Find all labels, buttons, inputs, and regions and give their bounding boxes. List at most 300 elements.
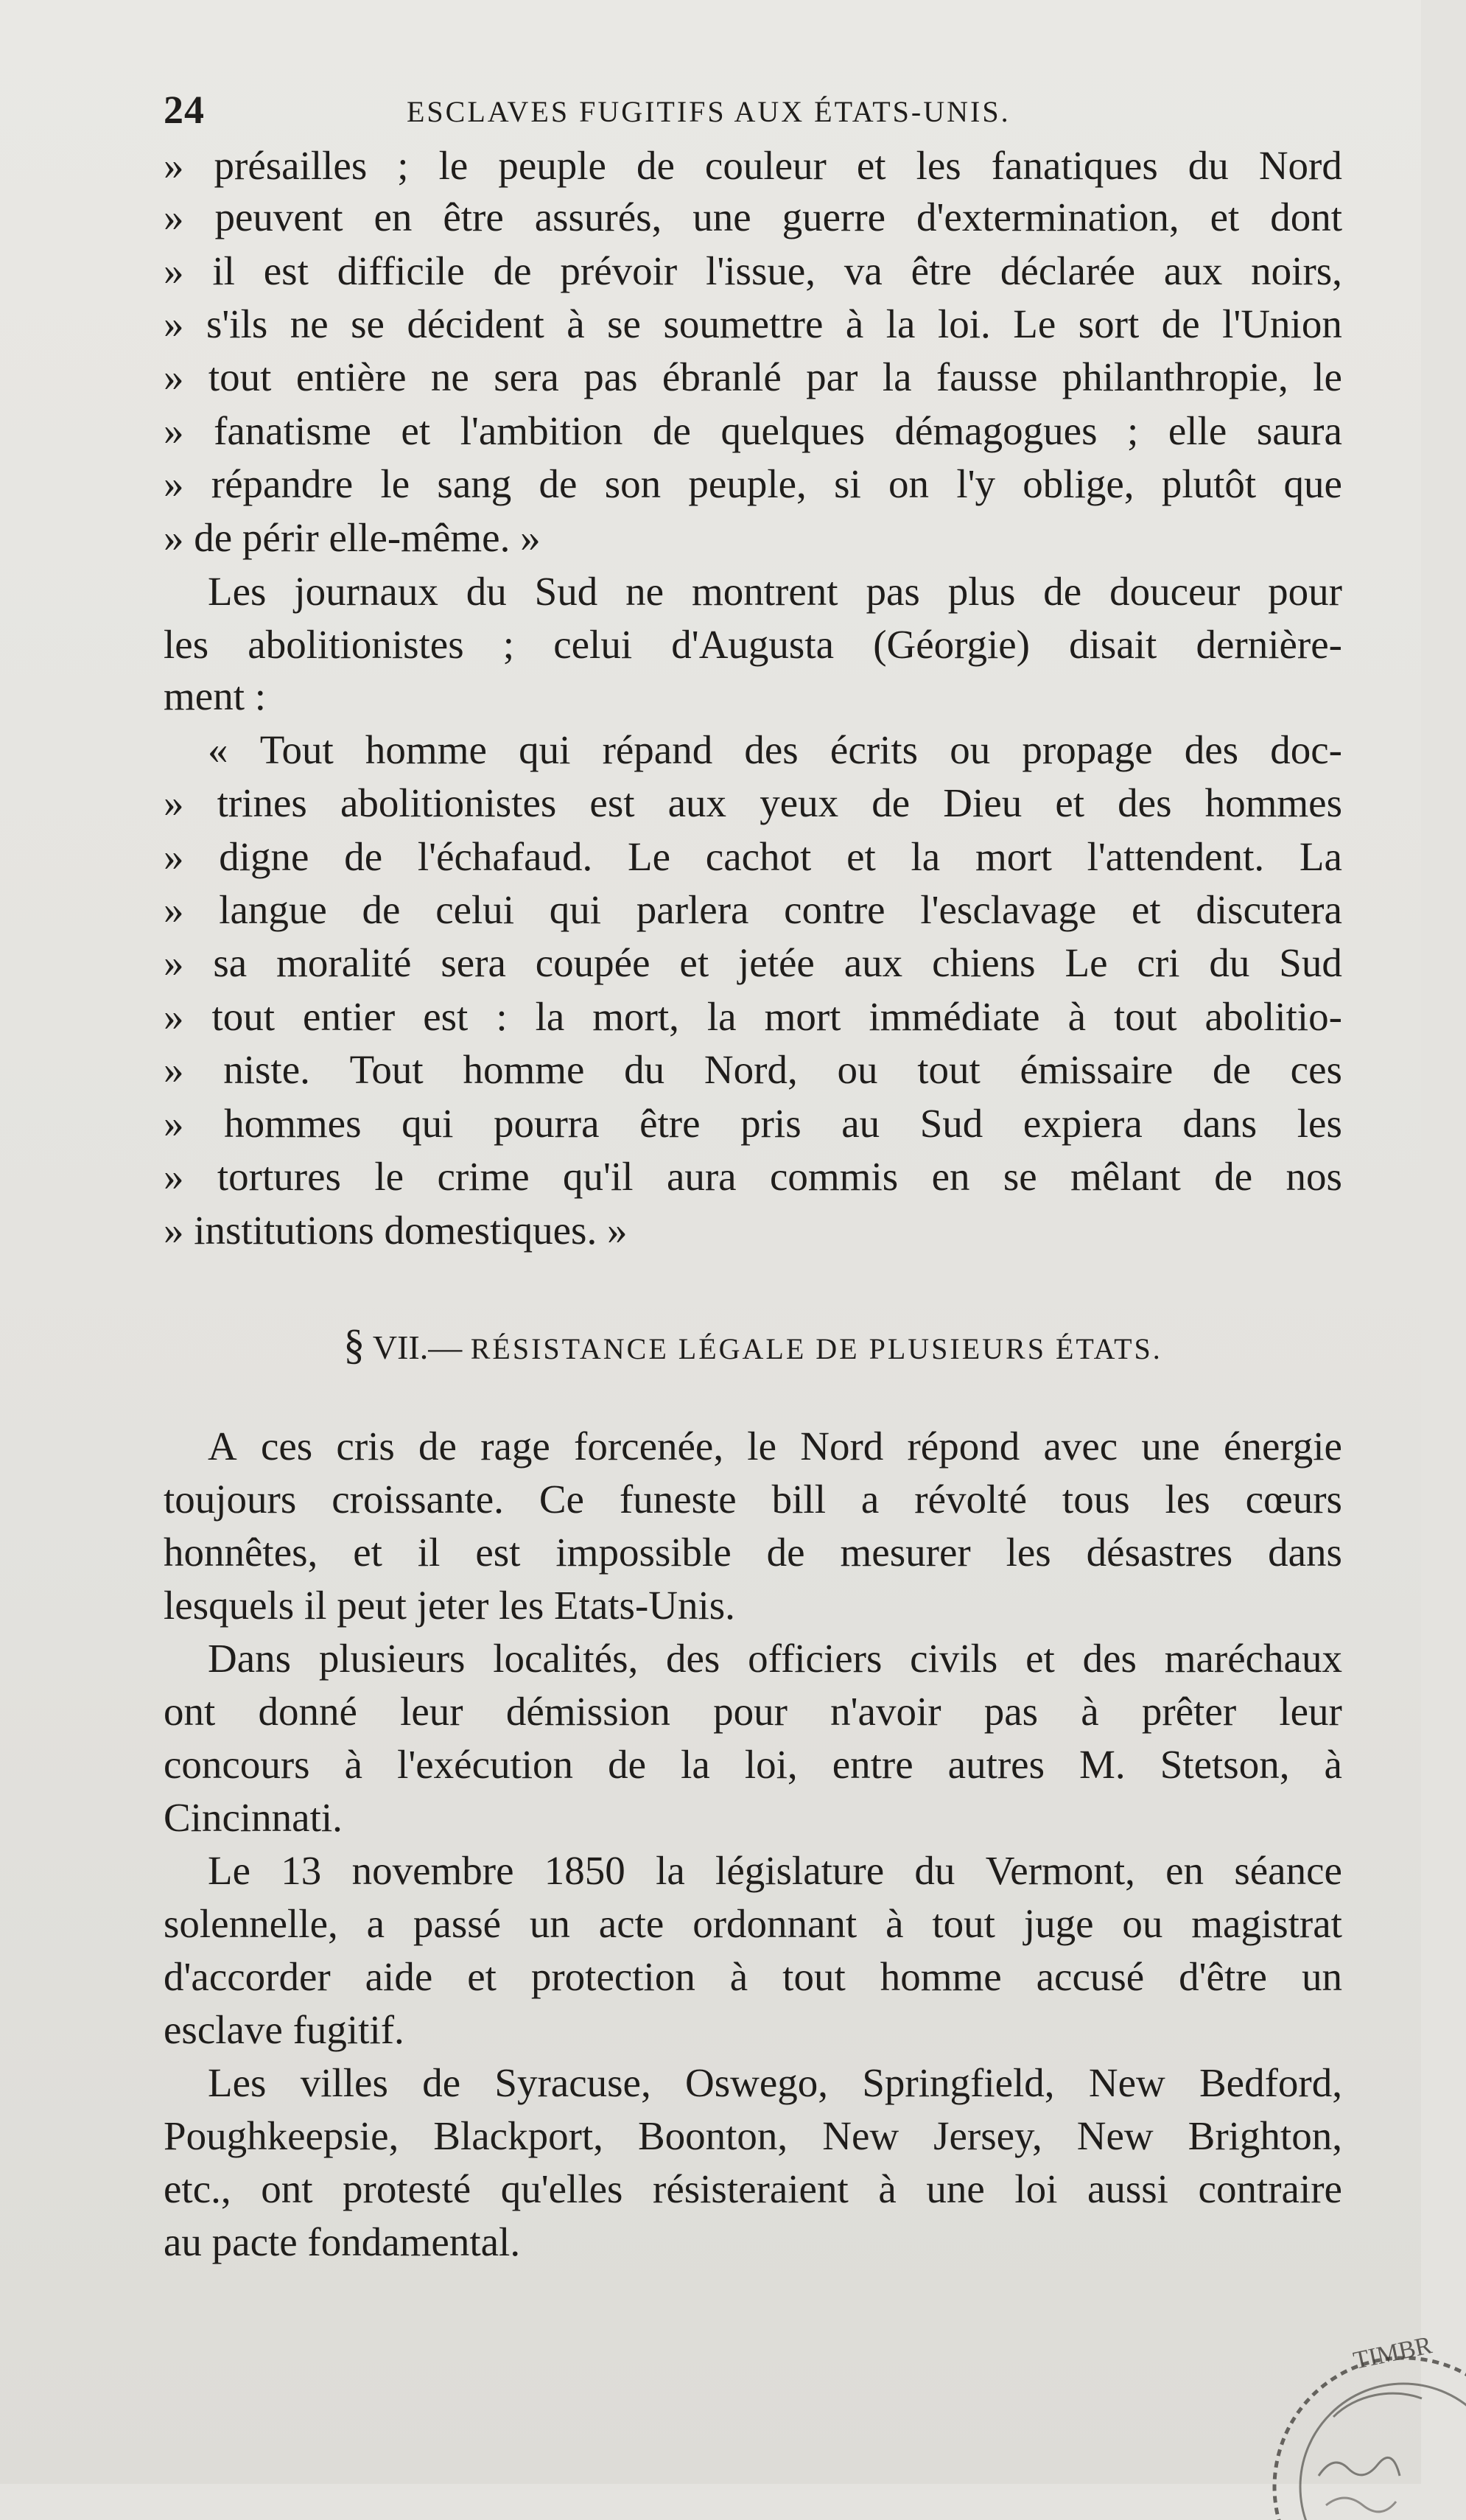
word: se [351, 301, 385, 346]
text-line [164, 884, 1342, 936]
word: » [164, 408, 184, 453]
stamp-text: TIMBR [1350, 2331, 1434, 2375]
word: Le [1013, 301, 1056, 346]
word: ou [950, 727, 991, 772]
word: Ce [539, 1477, 584, 1522]
word: » [164, 887, 184, 932]
word: passé [413, 1901, 502, 1946]
word: mort, [592, 994, 679, 1039]
word: ces [260, 1424, 313, 1469]
word: au [841, 1101, 880, 1146]
word: est [423, 994, 469, 1039]
section-heading [164, 1319, 1342, 1371]
word: à [845, 301, 864, 346]
word: désastres [1086, 1530, 1233, 1575]
word: du [914, 1848, 955, 1893]
word: est [475, 1530, 521, 1575]
word: fanatiques [991, 143, 1158, 188]
word: donné [258, 1689, 357, 1734]
word: Les [208, 2060, 267, 2105]
word: à [1067, 994, 1086, 1039]
word: » [164, 1101, 184, 1146]
word: aussi [1087, 2166, 1168, 2211]
word: civils [910, 1636, 998, 1681]
word: homme [463, 1047, 585, 1092]
word: elle [1168, 408, 1227, 453]
word: New [822, 2113, 899, 2158]
word: commis [769, 1154, 899, 1199]
word: de [1161, 301, 1200, 346]
word: et [1025, 1636, 1055, 1681]
word: aura [666, 1154, 737, 1199]
word: » [164, 354, 184, 399]
word: qui [401, 1101, 454, 1146]
word: croissante. [332, 1477, 504, 1522]
word: de [652, 408, 691, 453]
word: dernière- [1196, 622, 1342, 667]
word: les [1006, 1530, 1051, 1575]
word: des [1184, 727, 1239, 772]
word: à [878, 2166, 897, 2211]
word: les [916, 143, 961, 188]
word: en [373, 195, 413, 239]
word: moralité [276, 940, 412, 985]
text-line [164, 566, 1342, 617]
word: coupée [535, 940, 650, 985]
word: d'être [1179, 1954, 1267, 1999]
word: qui [549, 887, 602, 932]
word: homme [880, 1954, 1002, 1999]
text-line [164, 405, 1342, 457]
word: l'échafaud. [417, 834, 593, 879]
word: peuple [498, 143, 606, 188]
word: les [1297, 1101, 1342, 1146]
word: autres [947, 1742, 1045, 1787]
word: Springfield, [862, 2060, 1055, 2105]
word: de [608, 1742, 647, 1787]
word: abolitionistes [248, 622, 464, 667]
word: accusé [1036, 1954, 1145, 1999]
word: Syracuse, [494, 2060, 651, 2105]
text-line [164, 298, 1342, 350]
word: entière [295, 354, 407, 399]
word: noirs, [1251, 248, 1342, 293]
word: en [1165, 1848, 1204, 1893]
word: prévoir [560, 248, 678, 293]
word: Brighton, [1188, 2113, 1342, 2158]
word: ; [1127, 408, 1139, 453]
word: et [679, 940, 709, 985]
word: le [380, 461, 410, 506]
word: la [706, 994, 737, 1039]
word: honnêtes, [164, 1530, 318, 1575]
word: expiera [1023, 1101, 1143, 1146]
word: son [604, 461, 662, 506]
word: Sud [534, 569, 598, 614]
word: de [766, 1530, 805, 1575]
text-line: » de périr elle-même. » [164, 515, 541, 560]
word: déclarée [1000, 248, 1136, 293]
text-line [164, 777, 1342, 829]
word: et [401, 408, 431, 453]
text-line [164, 937, 1342, 989]
word: (Géorgie) [873, 622, 1030, 667]
word: Oswego, [685, 2060, 829, 2105]
word: dans [1268, 1530, 1342, 1575]
word: tout [208, 354, 272, 399]
section-number: VII.— [372, 1329, 463, 1366]
word: sa [213, 940, 248, 985]
word: Vermont, [985, 1848, 1135, 1893]
word: douceur [1109, 569, 1241, 614]
word: législature [715, 1848, 885, 1893]
word: protection [530, 1954, 695, 1999]
word: montrent [691, 569, 838, 614]
word: tortures [217, 1154, 341, 1199]
word: des [1082, 1636, 1137, 1681]
word: a [860, 1477, 880, 1522]
word: un [1301, 1954, 1342, 1999]
word: nos [1286, 1154, 1342, 1199]
word: à [344, 1742, 363, 1787]
word: tous [1062, 1477, 1130, 1522]
word: » [164, 301, 184, 346]
word: Sud [919, 1101, 983, 1146]
word: Poughkeepsie, [164, 2113, 399, 2158]
word: loi. [937, 301, 991, 346]
word: d'accorder [164, 1954, 331, 1999]
word: de [1043, 569, 1082, 614]
word: pour [1268, 569, 1342, 614]
word: à [1081, 1689, 1099, 1734]
word: aux [667, 780, 727, 825]
text-line [164, 991, 1342, 1043]
word: et [353, 1530, 382, 1575]
word: toujours [164, 1477, 297, 1522]
word: abolitionistes [340, 780, 557, 825]
word: Dieu [943, 780, 1023, 825]
word: impossible [555, 1530, 732, 1575]
word: parlera [636, 887, 749, 932]
word: » [164, 1047, 184, 1092]
word: dans [1182, 1101, 1258, 1146]
word: de [344, 834, 383, 879]
text-line [164, 1633, 1342, 1684]
text-line: » institutions domestiques. » [164, 1208, 628, 1253]
word: contraire [1198, 2166, 1342, 2211]
word: de [422, 2060, 461, 2105]
word: tout [211, 994, 276, 1039]
word: pas [866, 569, 920, 614]
word: » [164, 461, 184, 506]
word: aux [844, 940, 903, 985]
word: est [263, 248, 309, 293]
word: sera [441, 940, 506, 985]
word: pris [740, 1101, 802, 1146]
word: l'esclavage [920, 887, 1097, 932]
word: ne [290, 301, 329, 346]
word: cœurs [1245, 1477, 1342, 1522]
word: » [164, 143, 184, 188]
word: n'avoir [830, 1689, 941, 1734]
word: ces [1290, 1047, 1342, 1092]
word: fanatisme [214, 408, 371, 453]
word: le [747, 1424, 776, 1469]
text-line [164, 192, 1342, 243]
word: La [1299, 834, 1342, 879]
word: concours [164, 1742, 310, 1787]
word: à [885, 1901, 904, 1946]
text-line [164, 351, 1342, 403]
text-line [164, 1951, 1342, 2003]
word: le [438, 143, 469, 188]
word: se [607, 301, 641, 346]
word: de [1214, 1154, 1253, 1199]
word: difficile [337, 248, 465, 293]
word: trines [217, 780, 307, 825]
text-line [164, 831, 1342, 883]
word: entre [832, 1742, 913, 1787]
word: disait [1069, 622, 1157, 667]
word: décident [407, 301, 544, 346]
word: pas [983, 1689, 1039, 1734]
word: cachot [705, 834, 812, 879]
word: » [164, 195, 184, 239]
word: tout [917, 1047, 981, 1092]
word: de [362, 887, 401, 932]
word: une [1141, 1424, 1200, 1469]
word: Le [208, 1848, 251, 1893]
word: Les [208, 569, 267, 614]
word: plutôt [1161, 461, 1257, 506]
word: novembre [351, 1848, 514, 1893]
word: de [1212, 1047, 1251, 1092]
word: de [539, 461, 578, 506]
word: tout [782, 1954, 846, 1999]
word: protesté [343, 2166, 471, 2211]
word: jetée [738, 940, 815, 985]
word: va [844, 248, 883, 293]
word: 1850 [544, 1848, 625, 1893]
word: officiers [748, 1636, 883, 1681]
text-line [164, 2057, 1342, 2109]
word: Tout [259, 727, 334, 772]
word: sang [437, 461, 512, 506]
word: A [208, 1424, 237, 1469]
word: peuvent [214, 195, 343, 239]
word: la [882, 354, 912, 399]
word: aide [365, 1954, 433, 1999]
word: Blackport, [433, 2113, 603, 2158]
word: loi, [744, 1742, 798, 1787]
text-line [164, 1044, 1342, 1096]
word: yeux [760, 780, 839, 825]
word: Le [628, 834, 671, 879]
word: répand [602, 727, 713, 772]
word: Nord [800, 1424, 884, 1469]
word: » [164, 834, 184, 879]
word: mort [975, 834, 1052, 879]
word: pas [583, 354, 638, 399]
word: et [1131, 887, 1161, 932]
word: répond [907, 1424, 1020, 1469]
word: une [692, 195, 751, 239]
word: juge [1023, 1901, 1094, 1946]
word: mêlant [1070, 1154, 1181, 1199]
word: solennelle, [164, 1901, 338, 1946]
word: leur [400, 1689, 463, 1734]
word: » [164, 994, 184, 1039]
word: du [1209, 940, 1250, 985]
word: leur [1279, 1689, 1342, 1734]
word: entier [303, 994, 396, 1039]
word: par [806, 354, 858, 399]
word: tout [932, 1901, 995, 1946]
word: discutera [1196, 887, 1342, 932]
word: la [681, 1742, 710, 1787]
word: abolitio- [1204, 994, 1342, 1039]
word: hommes [1204, 780, 1342, 825]
word: de [636, 143, 675, 188]
library-stamp [1245, 2328, 1466, 2520]
word: pourra [493, 1101, 600, 1146]
text-line [164, 2163, 1342, 2215]
word: les [1165, 1477, 1210, 1522]
word: immédiate [869, 994, 1040, 1039]
word: le [374, 1154, 404, 1199]
word: des [744, 727, 799, 772]
word: l'ambition [460, 408, 623, 453]
word: Nord [1258, 143, 1342, 188]
word: philanthropie, [1062, 354, 1288, 399]
word: se [1003, 1154, 1037, 1199]
word: le [1313, 354, 1342, 399]
word: la [535, 994, 565, 1039]
word: soumettre [663, 301, 824, 346]
text-line [164, 1527, 1342, 1578]
word: à [567, 301, 585, 346]
word: aux [1163, 248, 1223, 293]
text-line [164, 1686, 1342, 1737]
word: et [846, 834, 876, 879]
word: ; [397, 143, 409, 188]
word: émissaire [1020, 1047, 1174, 1092]
word: cris [336, 1424, 395, 1469]
word: New [1088, 2060, 1165, 2105]
text-line [164, 1151, 1342, 1203]
word: révolté [914, 1477, 1027, 1522]
word: » [164, 1154, 184, 1199]
section-title: RÉSISTANCE LÉGALE DE PLUSIEURS ÉTATS. [470, 1332, 1162, 1365]
word: M. [1079, 1742, 1126, 1787]
text-line [164, 1845, 1342, 1897]
text-line: Cincinnati. [164, 1795, 343, 1840]
word: une [926, 2166, 985, 2211]
text-line [164, 619, 1342, 671]
word: plusieurs [318, 1636, 466, 1681]
word: dont [1270, 195, 1342, 239]
word: à [729, 1954, 748, 1999]
word: villes [300, 2060, 388, 2105]
word: si [834, 461, 861, 506]
word: l'y [956, 461, 996, 506]
word: loi [1014, 2166, 1058, 2211]
running-title: ESCLAVES FUGITIFS AUX ÉTATS-UNIS. [407, 95, 1011, 128]
word: a [366, 1901, 385, 1946]
word: plus [947, 569, 1016, 614]
word: guerre [782, 195, 886, 239]
word: les [164, 622, 209, 667]
word: New [1076, 2113, 1154, 2158]
text-line [164, 245, 1342, 297]
word: la [656, 1848, 685, 1893]
word: fausse [936, 354, 1038, 399]
word: pour [713, 1689, 788, 1734]
word: l'Union [1222, 301, 1342, 346]
word: Boonton, [637, 2113, 788, 2158]
word: peuple, [688, 461, 807, 506]
word: s'ils [206, 301, 268, 346]
text-line [164, 1098, 1342, 1149]
word: forcenée, [574, 1424, 724, 1469]
word: que [1283, 461, 1342, 506]
word: être [443, 195, 504, 239]
word: homme [365, 727, 487, 772]
word: en [931, 1154, 970, 1199]
word: qui [519, 727, 571, 772]
word: hommes [224, 1101, 362, 1146]
word: à [1324, 1742, 1342, 1787]
word: propage [1022, 727, 1153, 772]
word: Sud [1279, 940, 1342, 985]
text-line [164, 1421, 1342, 1472]
text-line [164, 140, 1342, 192]
word: ordonnant [692, 1901, 857, 1946]
word: ne [625, 569, 664, 614]
word: et [1210, 195, 1240, 239]
word: la [885, 301, 916, 346]
word: du [466, 569, 507, 614]
word: mort [764, 994, 841, 1039]
word: contre [784, 887, 885, 932]
word: » [164, 780, 184, 825]
word: couleur [704, 143, 827, 188]
word: Stetson, [1160, 1742, 1290, 1787]
word: un [529, 1901, 570, 1946]
word: des [666, 1636, 720, 1681]
word: magistrat [1191, 1901, 1342, 1946]
word: saura [1256, 408, 1342, 453]
word: » [164, 248, 184, 293]
word: doc- [1270, 727, 1342, 772]
text-line [164, 2110, 1342, 2162]
word: : [496, 994, 508, 1039]
word: de [871, 780, 911, 825]
word: celui [553, 622, 633, 667]
word: énergie [1224, 1424, 1342, 1469]
word: ou [1122, 1901, 1163, 1946]
word: oblige, [1023, 461, 1134, 506]
word: et [467, 1954, 497, 1999]
word: tout [1113, 994, 1177, 1039]
word: est [589, 780, 635, 825]
word: répandre [211, 461, 354, 506]
word: ébranlé [662, 354, 782, 399]
word: cri [1137, 940, 1180, 985]
word: prêter [1141, 1689, 1237, 1734]
word: Le [1065, 940, 1108, 985]
word: etc., [164, 2166, 231, 2211]
